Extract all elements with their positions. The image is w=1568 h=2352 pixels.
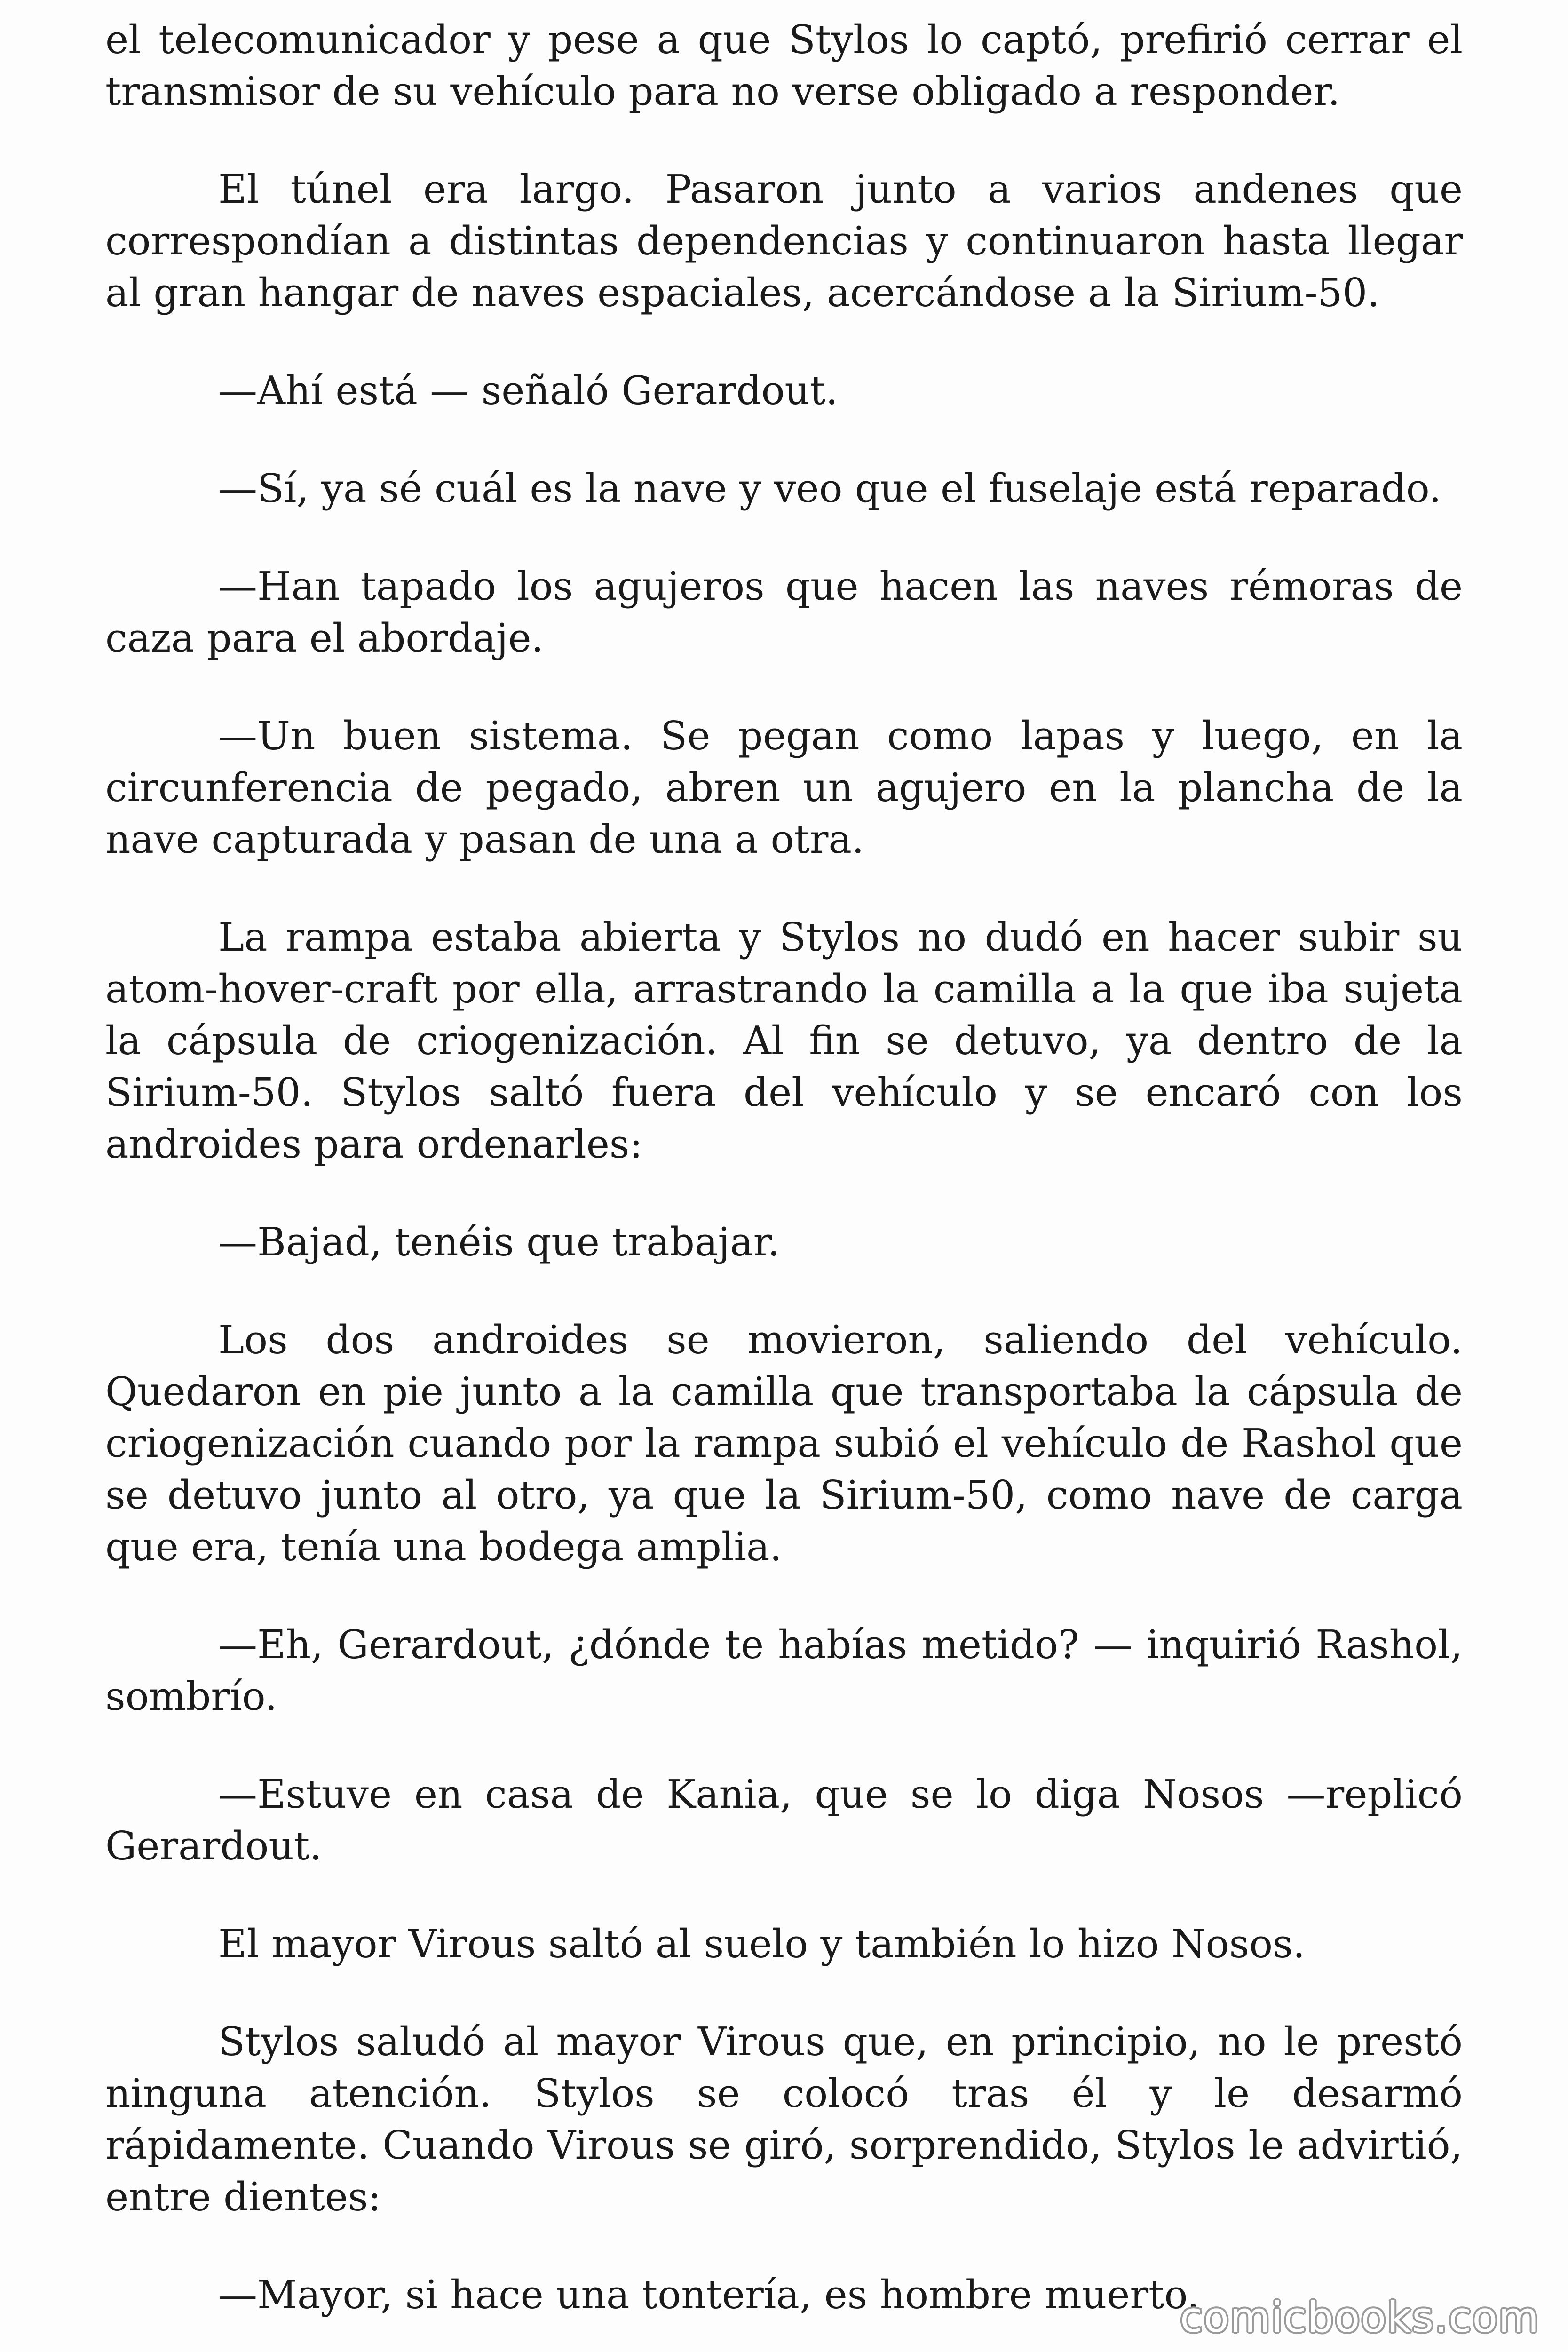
dialogue-line: —Ahí está — señaló Gerardout. — [218, 368, 838, 413]
page-body-text — [105, 14, 1463, 2352]
paragraph: Los dos androides se movieron, saliendo del vehículo. Quedaron en pie junto a la camilla que transportaba la cápsula de criogenización cuando por la rampa subió el vehículo de Rashol que se detuvo junto al otro, ya que la Sirium-50, como nave de carga que era, tenía una bodega amplia. — [105, 1317, 1463, 1570]
paragraph: La rampa estaba abierta y Stylos no dudó en hacer subir su atom-hover-craft por ella, arrastrando la camilla a la que iba sujeta la cápsula de criogenización. Al fin se detuvo, ya dentro de la Sirium-50. Stylos saltó fuera del vehículo y se encaró con los androides para ordenarles: — [105, 914, 1463, 1167]
dialogue-line: —Han tapado los agujeros que hacen las naves rémoras de caza para el abordaje. — [105, 564, 1463, 661]
paragraph: El mayor Virous saltó al suelo y también lo hizo Nosos. — [218, 1921, 1306, 1967]
paragraph-continuation: el telecomunicador y pese a que Stylos lo captó, prefirió cerrar el transmisor de su vehículo para no verse obligado a responder. — [105, 17, 1463, 114]
dialogue-line: —Eh, Gerardout, ¿dónde te habías metido? — inquirió Rashol, sombrío. — [105, 1622, 1463, 1719]
dialogue-line: —Sí, ya sé cuál es la nave y veo que el fuselaje está reparado. — [218, 466, 1441, 511]
watermark-logo: comicbooks.com — [1180, 2293, 1540, 2342]
dialogue-line: —Estuve en casa de Kania, que se lo diga Nosos —replicó Gerardout. — [105, 1772, 1463, 1869]
dialogue-line: —Mayor, si hace una tontería, es hombre muerto. — [218, 2272, 1200, 2318]
paragraph: El túnel era largo. Pasaron junto a varios andenes que correspondían a distintas dependencias y continuaron hasta llegar al gran hangar de naves espaciales, acercándose a la Sirium-50. — [105, 167, 1463, 316]
dialogue-line: —Un buen sistema. Se pegan como lapas y luego, en la circunferencia de pegado, abren un agujero en la plancha de la nave capturada y pasan de una a otra. — [105, 713, 1463, 862]
paragraph: Stylos saludó al mayor Virous que, en principio, no le prestó ninguna atención. Stylos se colocó tras él y le desarmó rápidamente. Cuando Virous se giró, sorprendido, Stylos le advirtió, entre dientes: — [105, 2019, 1463, 2220]
dialogue-line: —Bajad, tenéis que trabajar. — [218, 1219, 780, 1265]
